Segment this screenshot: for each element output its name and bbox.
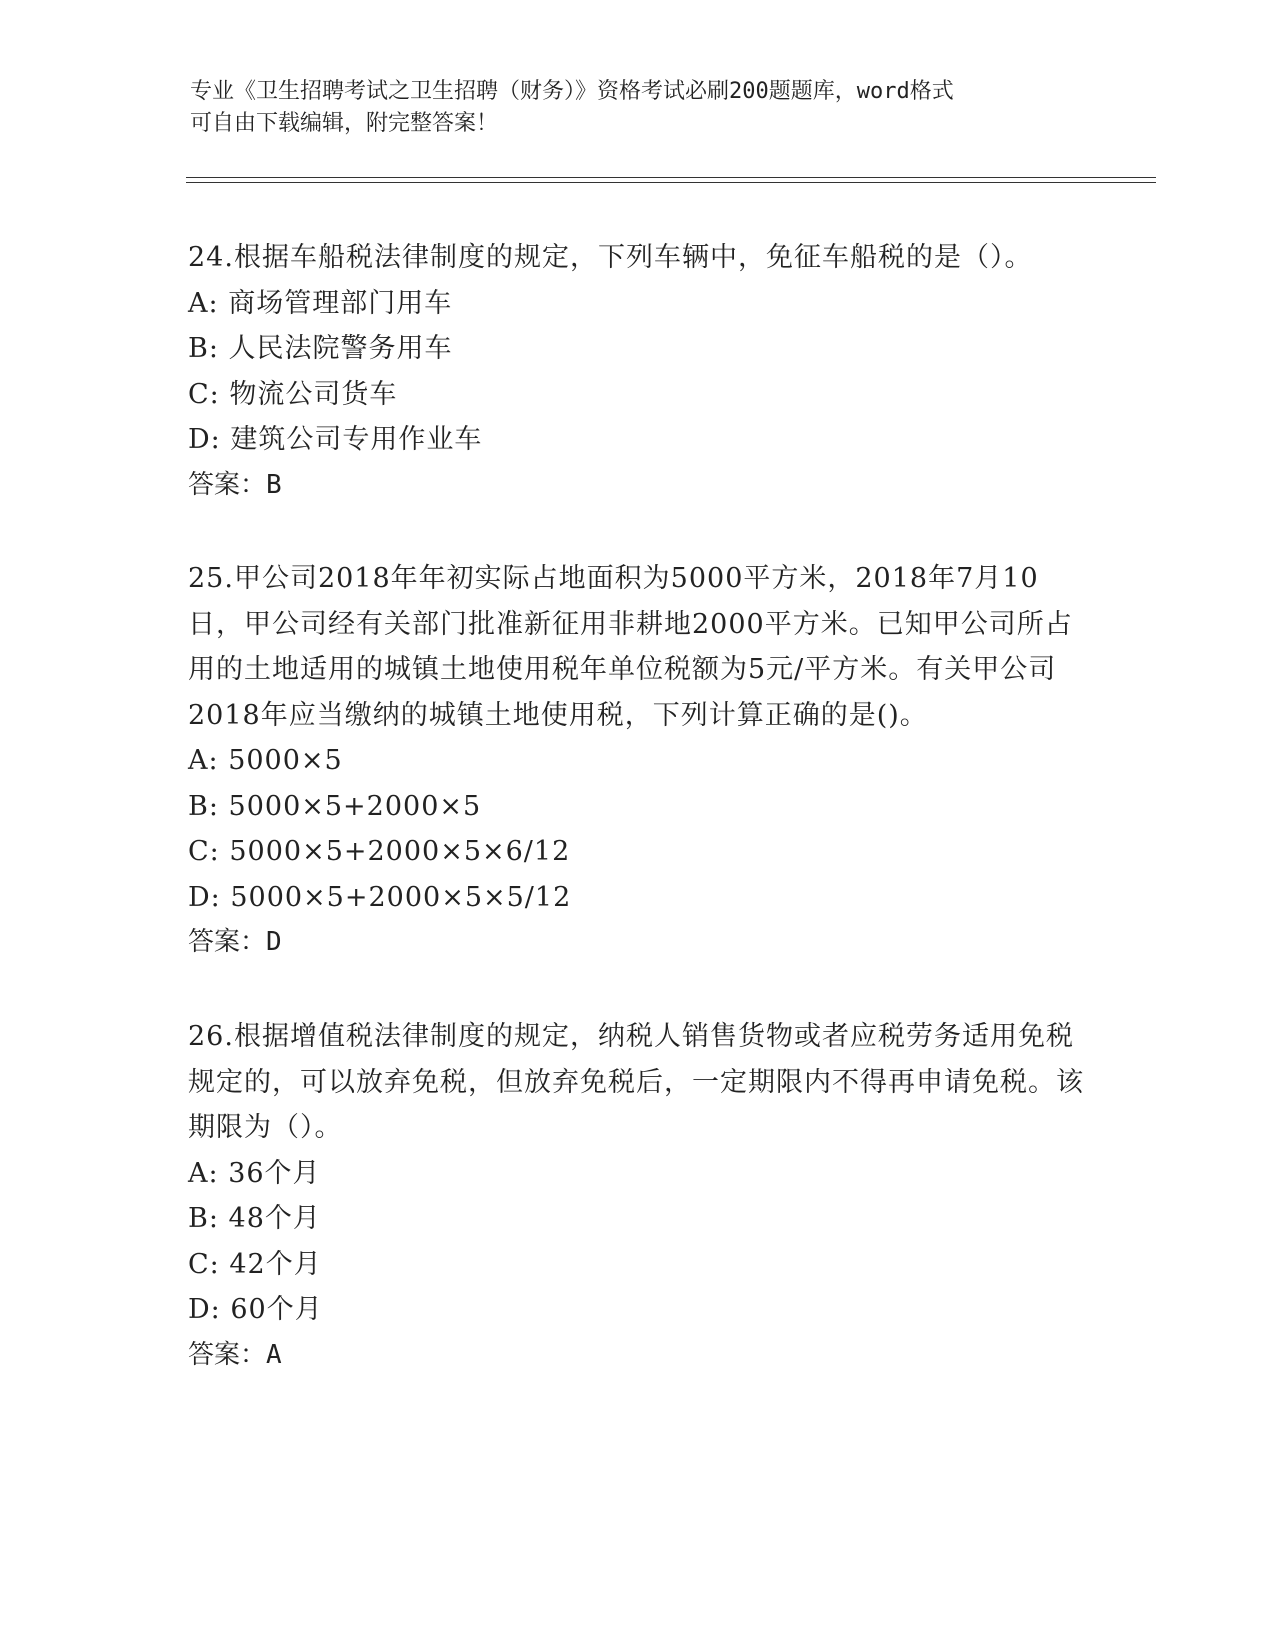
option-text: 商场管理部门用车 bbox=[228, 287, 453, 319]
option-letter: D: bbox=[188, 881, 221, 913]
option-b bbox=[188, 1196, 1088, 1242]
option-letter: D: bbox=[188, 424, 221, 455]
option-text: 5000×5+2000×5×6/12 bbox=[229, 836, 571, 867]
header-divider-top bbox=[186, 177, 1156, 178]
option-text: 42个月 bbox=[229, 1248, 322, 1280]
question-26 bbox=[188, 1014, 1088, 1378]
header-line-1: 专业《卫生招聘考试之卫生招聘（财务）》资格考试必刷200题题库，word格式 bbox=[190, 79, 954, 104]
option-letter: C: bbox=[188, 378, 220, 410]
option-list bbox=[188, 738, 1088, 920]
option-text: 建筑公司专用作业车 bbox=[230, 424, 483, 455]
option-d bbox=[188, 875, 1088, 921]
option-d bbox=[188, 417, 1088, 463]
option-text: 5000×5 bbox=[228, 745, 343, 776]
option-c bbox=[188, 1242, 1088, 1288]
option-letter: D: bbox=[188, 1294, 221, 1325]
answer-line: 答案：A bbox=[188, 1339, 282, 1370]
question-number: 26. bbox=[188, 1021, 234, 1052]
option-c bbox=[188, 372, 1088, 418]
option-c bbox=[188, 829, 1088, 875]
option-letter: A: bbox=[188, 745, 219, 776]
option-text: 物流公司货车 bbox=[229, 378, 398, 410]
question-text bbox=[188, 556, 1088, 738]
option-text: 60个月 bbox=[230, 1294, 323, 1325]
question-number: 24. bbox=[188, 242, 234, 273]
option-letter: A: bbox=[188, 1157, 219, 1189]
answer-line: 答案：D bbox=[188, 927, 282, 957]
option-text: 5000×5+2000×5 bbox=[228, 790, 482, 822]
question-text bbox=[188, 235, 1088, 281]
option-letter: A: bbox=[188, 287, 219, 319]
header-line-2: 可自由下载编辑，附完整答案！ bbox=[190, 111, 499, 136]
option-a bbox=[188, 1151, 1088, 1197]
question-25 bbox=[188, 556, 1088, 966]
option-letter: C: bbox=[188, 836, 220, 867]
answer-line: 答案：B bbox=[188, 469, 282, 500]
option-letter: B: bbox=[188, 333, 219, 364]
question-stem: 根据增值税法律制度的规定，纳税人销售货物或者应税劳务适用免税规定的，可以放弃免税，但放弃免税后，一定期限内不得再申请免税。该期限为（）。 bbox=[188, 1021, 1084, 1143]
option-letter: C: bbox=[188, 1248, 220, 1280]
option-text: 36个月 bbox=[228, 1157, 321, 1189]
option-text: 5000×5+2000×5×5/12 bbox=[230, 881, 572, 913]
question-text bbox=[188, 1014, 1088, 1151]
option-text: 48个月 bbox=[228, 1203, 321, 1234]
document-header bbox=[190, 76, 1080, 140]
option-a bbox=[188, 738, 1088, 784]
header-divider-bottom bbox=[186, 182, 1156, 183]
option-b bbox=[188, 326, 1088, 372]
option-letter: B: bbox=[188, 790, 219, 822]
question-stem: 根据车船税法律制度的规定，下列车辆中，免征车船税的是（）。 bbox=[233, 242, 1033, 273]
option-list bbox=[188, 1151, 1088, 1333]
question-stem: 甲公司2018年年初实际占地面积为5000平方米，2018年7月10日，甲公司经有关部门批准新征用非耕地2000平方米。已知甲公司所占用的土地适用的城镇土地使用税年单位税额为5元/平方米。有关甲公司2018年应当缴纳的城镇土地使用税，下列计算正确的是()。 bbox=[188, 563, 1073, 731]
option-letter: B: bbox=[188, 1203, 219, 1234]
question-number: 25. bbox=[188, 563, 234, 594]
option-text: 人民法院警务用车 bbox=[228, 333, 453, 364]
option-d bbox=[188, 1287, 1088, 1333]
option-list bbox=[188, 281, 1088, 463]
question-24 bbox=[188, 235, 1088, 508]
option-a bbox=[188, 281, 1088, 327]
option-b bbox=[188, 784, 1088, 830]
